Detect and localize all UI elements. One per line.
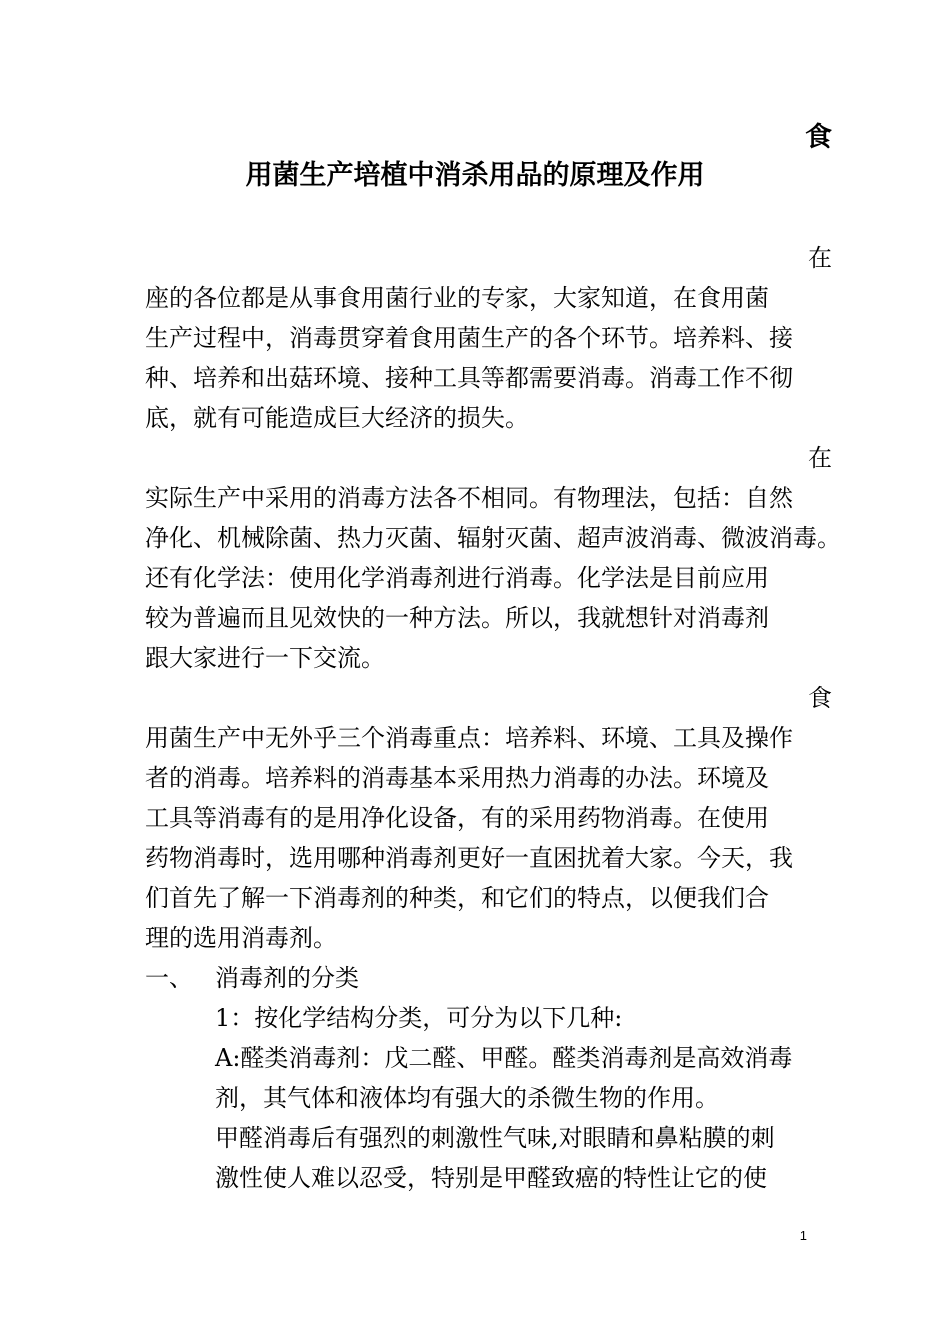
- formaldehyde-line: 甲醛消毒后有强烈的刺激性气味,对眼睛和鼻粘膜的刺: [215, 1124, 775, 1152]
- formaldehyde-line: 激性使人难以忍受，特别是甲醛致癌的特性让它的使: [215, 1164, 767, 1192]
- paragraph-1-first-char: 在: [808, 244, 832, 272]
- paragraph-3-line: 药物消毒时，选用哪种消毒剂更好一直困扰着大家。今天，我: [145, 844, 793, 872]
- paragraph-2-first-char: 在: [808, 444, 832, 472]
- paragraph-2-line: 实际生产中采用的消毒方法各不相同。有物理法，包括：自然: [145, 484, 793, 512]
- paragraph-3-line: 们首先了解一下消毒剂的种类，和它们的特点，以便我们合: [145, 884, 769, 912]
- item-a-line: A:醛类消毒剂：戊二醛、甲醛。醛类消毒剂是高效消毒: [215, 1044, 793, 1072]
- paragraph-2-line: 净化、机械除菌、热力灭菌、辐射灭菌、超声波消毒、微波消毒。: [145, 524, 841, 552]
- paragraph-2-line: 较为普遍而且见效快的一种方法。所以，我就想针对消毒剂: [145, 604, 769, 632]
- section-one-subheading: 1：按化学结构分类，可分为以下几种:: [215, 1004, 623, 1032]
- document-title: 用菌生产培植中消杀用品的原理及作用: [245, 160, 705, 191]
- section-one-marker: 一、: [145, 964, 193, 992]
- paragraph-3-first-char: 食: [808, 684, 832, 712]
- section-one-heading: 消毒剂的分类: [215, 964, 359, 992]
- paragraph-1-line: 种、培养和出菇环境、接种工具等都需要消毒。消毒工作不彻: [145, 364, 793, 392]
- paragraph-1-line: 座的各位都是从事食用菌行业的专家，大家知道，在食用菌: [145, 284, 769, 312]
- paragraph-1-line: 生产过程中，消毒贯穿着食用菌生产的各个环节。培养料、接: [145, 324, 793, 352]
- paragraph-3-line: 工具等消毒有的是用净化设备，有的采用药物消毒。在使用: [145, 804, 769, 832]
- item-a-line: 剂，其气体和液体均有强大的杀微生物的作用。: [215, 1084, 719, 1112]
- paragraph-3-line: 用菌生产中无外乎三个消毒重点：培养料、环境、工具及操作: [145, 724, 793, 752]
- paragraph-2-line: 还有化学法：使用化学消毒剂进行消毒。化学法是目前应用: [145, 564, 769, 592]
- paragraph-1-line: 底，就有可能造成巨大经济的损失。: [145, 404, 529, 432]
- paragraph-3-line: 者的消毒。培养料的消毒基本采用热力消毒的办法。环境及: [145, 764, 769, 792]
- paragraph-3-line: 理的选用消毒剂。: [145, 924, 337, 952]
- title-first-char: 食: [805, 122, 832, 153]
- paragraph-2-line: 跟大家进行一下交流。: [145, 644, 385, 672]
- page-number: 1: [799, 1228, 807, 1243]
